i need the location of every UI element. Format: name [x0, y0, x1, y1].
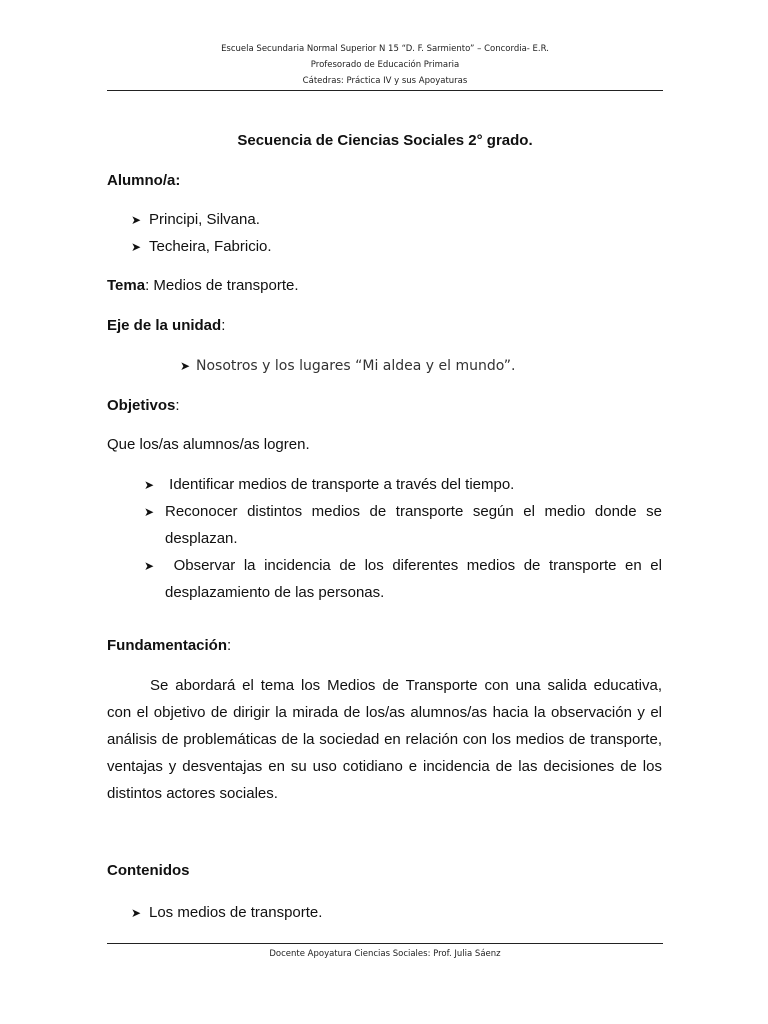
alumno-name: Techeira, Fabricio. — [149, 238, 272, 255]
alumno-label: Alumno/a: — [107, 172, 181, 189]
arrowhead-bullet-icon: ➤ — [144, 505, 155, 519]
header-school-name: Escuela Secundaria Normal Superior N 15 “D. F. Sarmiento” – Concordia- E.R. — [221, 44, 549, 54]
tema-label: Tema — [107, 277, 146, 294]
contenidos-label: Contenidos — [107, 862, 190, 879]
eje-line — [107, 317, 225, 334]
arrowhead-bullet-icon: ➤ — [131, 213, 142, 227]
footer-divider — [107, 943, 663, 944]
objetivo-text: Reconocer distintos medios de transporte según el medio donde se — [165, 503, 662, 520]
tema-line — [107, 277, 299, 294]
objetivos-line — [107, 397, 180, 414]
objetivo-item — [144, 498, 662, 526]
objetivo-text: Identificar medios de transporte a través del tiempo. — [165, 476, 515, 493]
header-program: Profesorado de Educación Primaria — [310, 60, 460, 70]
arrowhead-bullet-icon: ➤ — [131, 240, 142, 254]
objetivo-item — [144, 471, 664, 499]
objetivo-item — [144, 552, 662, 580]
header-chairs: Cátedras: Práctica IV y sus Apoyaturas — [302, 76, 468, 86]
fundamentacion-line — [107, 637, 231, 654]
objetivo-text: Observar la incidencia de los diferentes medios de transporte en el — [165, 557, 662, 574]
footer-text: Docente Apoyatura Ciencias Sociales: Prof. Julia Sáenz — [269, 949, 501, 959]
fundamentacion-label: Fundamentación — [107, 637, 228, 654]
eje-label: Eje de la unidad — [107, 317, 222, 334]
objetivos-intro: Que los/as alumnos/as logren. — [107, 436, 310, 453]
eje-colon: : — [221, 317, 226, 334]
fundamentacion-text-line: análisis de problemáticas de la sociedad en relación con los medios de transporte, — [107, 731, 662, 748]
alumno-list-item — [131, 233, 272, 261]
alumno-list-item — [131, 206, 260, 234]
arrowhead-bullet-icon: ➤ — [144, 559, 155, 573]
objetivos-colon: : — [175, 397, 180, 414]
objetivo-continuation: desplazamiento de las personas. — [165, 584, 385, 601]
arrowhead-bullet-icon: ➤ — [180, 359, 191, 373]
fundamentacion-text-line: con el objetivo de dirigir la mirada de los/as alumnos/as hacia la observación y el — [107, 704, 662, 721]
fundamentacion-colon: : — [227, 637, 232, 654]
contenido-item — [131, 899, 322, 927]
eje-item — [180, 357, 516, 375]
arrowhead-bullet-icon: ➤ — [131, 906, 142, 920]
fundamentacion-text-line: distintos actores sociales. — [107, 785, 278, 802]
fundamentacion-text-line: Se abordará el tema los Medios de Transporte con una salida educativa, — [150, 677, 662, 694]
tema-value: : Medios de transporte. — [145, 277, 299, 294]
eje-item-text: Nosotros y los lugares “Mi aldea y el mundo”. — [196, 358, 516, 374]
objetivo-continuation: desplazan. — [165, 530, 238, 547]
page-title: Secuencia de Ciencias Sociales 2° grado. — [237, 132, 533, 149]
header-divider — [107, 90, 663, 91]
contenido-text: Los medios de transporte. — [149, 904, 323, 921]
alumno-name: Principi, Silvana. — [149, 211, 260, 228]
objetivos-label: Objetivos — [107, 397, 176, 414]
arrowhead-bullet-icon: ➤ — [144, 478, 155, 492]
fundamentacion-text-line: ventajas y desventajas en su uso cotidiano e incidencia de las decisiones de los — [107, 758, 662, 775]
